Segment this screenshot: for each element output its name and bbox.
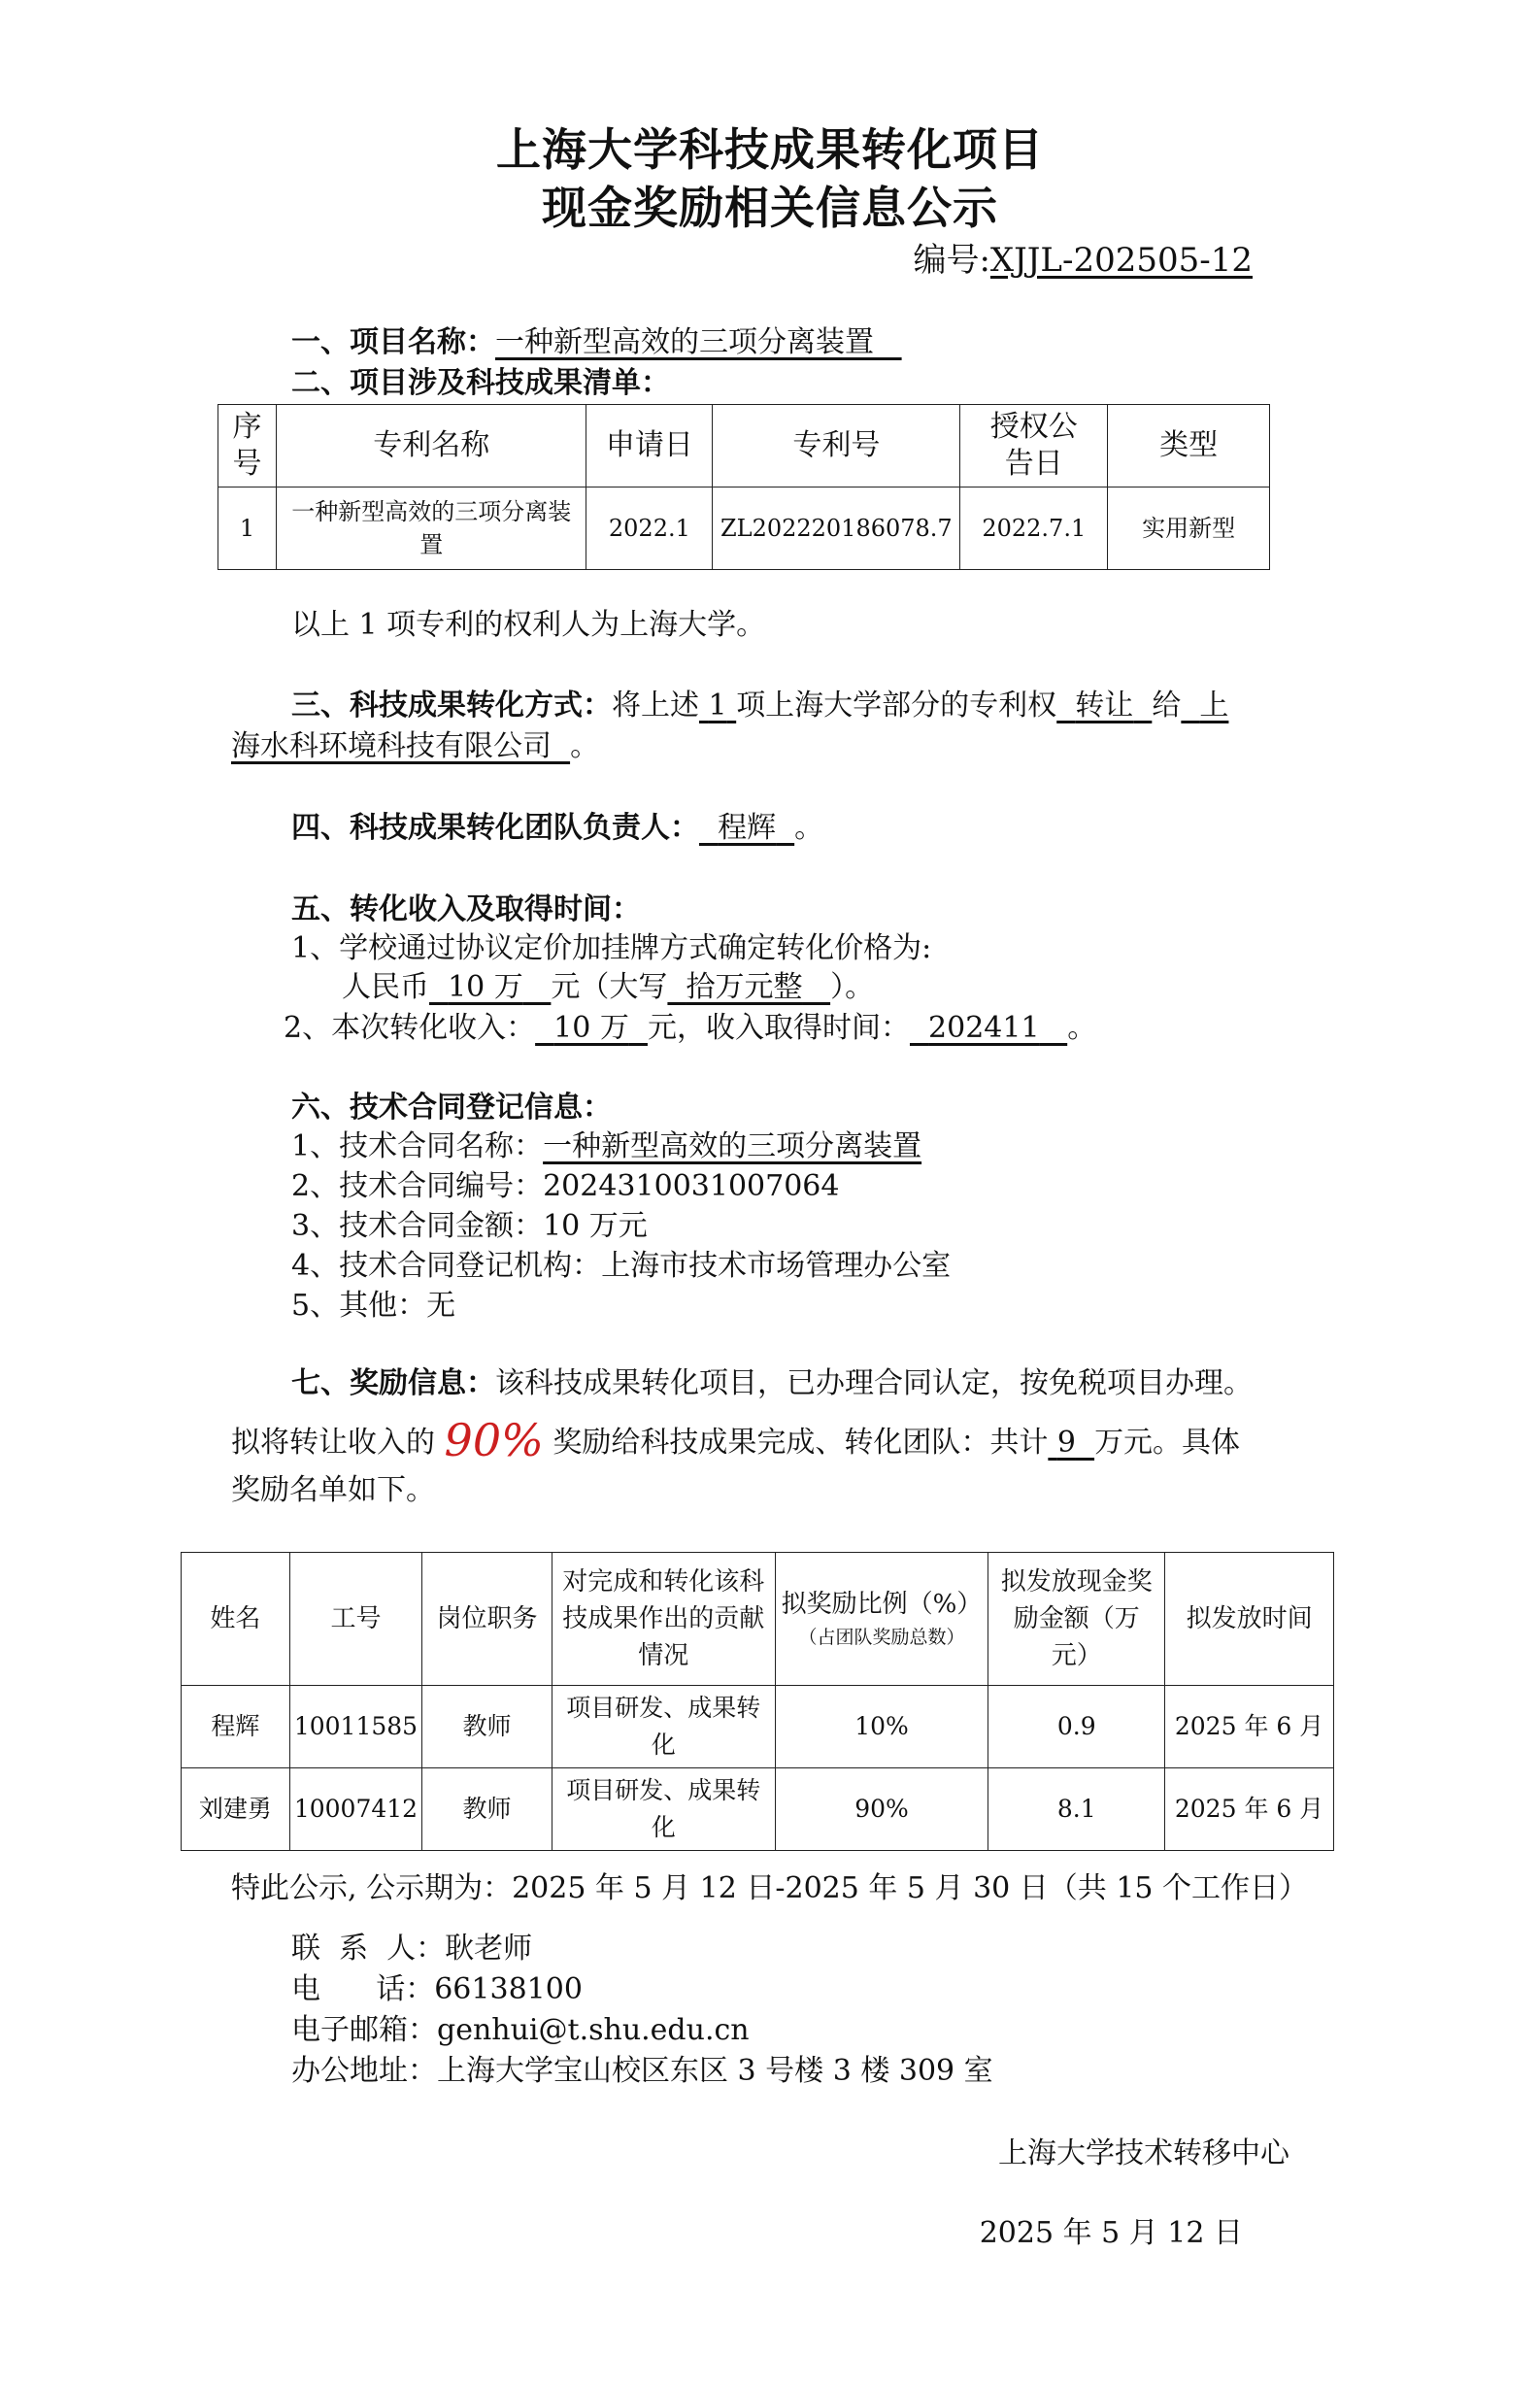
section-5-line2 bbox=[342, 967, 874, 1008]
table-cell: 项目研发、成果转化 bbox=[552, 1686, 775, 1768]
doc-number-label: 编号: bbox=[913, 241, 990, 280]
project-name: 一种新型高效的三项分离装置 bbox=[495, 325, 874, 359]
section-6-line3: 3、技术合同金额：10 万元 bbox=[291, 1209, 648, 1243]
table-cell: ZL202220186078.7 bbox=[713, 487, 960, 570]
section-4 bbox=[291, 808, 823, 849]
section-3-text: 项上海大学部分的专利权 bbox=[736, 689, 1057, 723]
section-7-line1 bbox=[291, 1363, 1253, 1404]
section-5-text: 元（大写 bbox=[551, 970, 668, 1004]
section-3-end: 。 bbox=[570, 729, 600, 763]
header-cell: 拟发放时间 bbox=[1165, 1553, 1334, 1686]
contract-name: 一种新型高效的三项分离装置 bbox=[543, 1129, 922, 1163]
table-cell: 10007412 bbox=[289, 1768, 421, 1851]
header-cell: 对完成和转化该科技成果作出的贡献情况 bbox=[552, 1553, 775, 1686]
section-1-label: 一、项目名称： bbox=[291, 325, 495, 359]
section-7-text: 万元。具体 bbox=[1094, 1426, 1241, 1460]
section-7-text: 该科技成果转化项目，已办理合同认定，按免税项目办理。 bbox=[495, 1366, 1253, 1400]
income-time: 202411 bbox=[928, 1011, 1040, 1045]
owner-note: 以上 1 项专利的权利人为上海大学。 bbox=[291, 608, 766, 642]
header-cell: 申请日 bbox=[586, 405, 713, 487]
doc-title-line1: 上海大学科技成果转化项目 bbox=[496, 123, 1044, 176]
section-4-end: 。 bbox=[794, 811, 824, 845]
section-5-text: 。 bbox=[1067, 1011, 1097, 1045]
section-7-label: 七、奖励信息： bbox=[291, 1366, 495, 1400]
income-amount: 10 万 bbox=[553, 1011, 629, 1045]
header-cell: 授权公告日 bbox=[960, 405, 1108, 487]
table-row bbox=[182, 1768, 1334, 1851]
section-5-line3 bbox=[284, 1008, 1096, 1049]
section-3-line2 bbox=[231, 726, 599, 767]
reward-table-header bbox=[182, 1553, 1334, 1686]
section-5-text: 2、本次转化收入： bbox=[284, 1011, 536, 1045]
table-row bbox=[182, 1686, 1334, 1768]
header-cell: 专利号 bbox=[713, 405, 960, 487]
header-cell: 工号 bbox=[289, 1553, 421, 1686]
table-cell: 刘建勇 bbox=[182, 1768, 290, 1851]
price-amount: 10 万 bbox=[448, 970, 523, 1004]
section-6-line1 bbox=[291, 1126, 921, 1167]
issue-date: 2025 年 5 月 12 日 bbox=[979, 2216, 1243, 2250]
table-cell: 一种新型高效的三项分离装置 bbox=[276, 487, 586, 570]
section-5-text: 人民币 bbox=[342, 970, 429, 1004]
reward-table bbox=[181, 1552, 1334, 1851]
office-address: 办公地址：上海大学宝山校区东区 3 号楼 3 楼 309 室 bbox=[291, 2054, 993, 2088]
table-cell: 10011585 bbox=[289, 1686, 421, 1768]
table-cell: 程辉 bbox=[182, 1686, 290, 1768]
buyer-name-rest: 海水科环境科技有限公司 bbox=[231, 729, 552, 763]
header-cell: 岗位职务 bbox=[422, 1553, 552, 1686]
section-3-label: 三、科技成果转化方式： bbox=[291, 689, 612, 723]
section-5-text: 元，收入取得时间： bbox=[647, 1011, 910, 1045]
doc-number-value: XJJL-202505-12 bbox=[989, 241, 1253, 280]
issuer-signature: 上海大学技术转移中心 bbox=[998, 2136, 1289, 2170]
notice-period: 特此公示, 公示期为：2025 年 5 月 12 日-2025 年 5 月 30 日（共 15 个工作日） bbox=[231, 1871, 1309, 1905]
section-6-line5: 5、其他：无 bbox=[291, 1289, 456, 1323]
header-cell: 姓名 bbox=[182, 1553, 290, 1686]
table-cell: 教师 bbox=[422, 1768, 552, 1851]
section-6-text: 1、技术合同名称： bbox=[291, 1129, 544, 1163]
section-2-label: 二、项目涉及科技成果清单： bbox=[291, 366, 670, 400]
reward-percent: 90% bbox=[444, 1414, 544, 1466]
section-5-text: ）。 bbox=[830, 970, 875, 1004]
table-cell: 项目研发、成果转化 bbox=[552, 1768, 775, 1851]
contact-person: 联 系 人：耿老师 bbox=[291, 1932, 533, 1966]
table-cell: 2022.7.1 bbox=[960, 487, 1108, 570]
patent-count: 1 bbox=[708, 689, 727, 723]
table-cell: 0.9 bbox=[988, 1686, 1165, 1768]
table-cell: 10% bbox=[775, 1686, 988, 1768]
table-row bbox=[218, 487, 1270, 570]
section-6-label: 六、技术合同登记信息： bbox=[291, 1091, 612, 1125]
header-cell bbox=[775, 1553, 988, 1686]
section-7-line3: 奖励名单如下。 bbox=[231, 1473, 435, 1507]
section-6-line2: 2、技术合同编号：2024310031007064 bbox=[291, 1169, 840, 1203]
table-cell: 90% bbox=[775, 1768, 988, 1851]
section-5-line1: 1、学校通过协议定价加挂牌方式确定转化价格为: bbox=[291, 931, 932, 965]
patent-table-header bbox=[218, 405, 1270, 487]
table-cell: 1 bbox=[218, 487, 277, 570]
price-amount-cn: 拾万元整 bbox=[686, 970, 803, 1004]
contact-email: 电子邮箱：genhui@t.shu.edu.cn bbox=[291, 2013, 750, 2047]
header-cell: 专利名称 bbox=[276, 405, 586, 487]
doc-title-line2: 现金奖励相关信息公示 bbox=[542, 182, 998, 234]
section-7-text: 奖励给科技成果完成、转化团队：共计 bbox=[552, 1426, 1049, 1460]
section-3-line1 bbox=[291, 686, 1228, 726]
contact-phone: 电 话：66138100 bbox=[291, 1972, 583, 2006]
section-5-label: 五、转化收入及取得时间： bbox=[291, 892, 641, 926]
reward-total: 9 bbox=[1056, 1426, 1076, 1460]
table-cell: 实用新型 bbox=[1108, 487, 1270, 570]
section-3-text: 给 bbox=[1152, 689, 1182, 723]
section-7-line2 bbox=[231, 1414, 1241, 1466]
table-cell: 2022.1 bbox=[586, 487, 713, 570]
table-cell: 8.1 bbox=[988, 1768, 1165, 1851]
table-cell: 教师 bbox=[422, 1686, 552, 1768]
doc-number bbox=[913, 233, 1253, 281]
section-6-line4: 4、技术合同登记机构：上海市技术市场管理办公室 bbox=[291, 1249, 952, 1283]
patent-table bbox=[218, 404, 1270, 570]
transfer-method: 转让 bbox=[1075, 689, 1134, 723]
header-cell: 拟发放现金奖励金额（万元） bbox=[988, 1553, 1165, 1686]
header-cell: 序号 bbox=[218, 405, 277, 487]
section-3-text: 将上述 bbox=[612, 689, 699, 723]
ratio-header-sub: （占团队奖励总数） bbox=[798, 1627, 965, 1648]
header-cell: 类型 bbox=[1108, 405, 1270, 487]
ratio-header: 拟奖励比例（%） bbox=[781, 1590, 983, 1619]
section-1 bbox=[291, 322, 902, 363]
section-4-label: 四、科技成果转化团队负责人： bbox=[291, 811, 699, 845]
team-leader: 程辉 bbox=[718, 811, 777, 845]
buyer-name-start: 上 bbox=[1199, 689, 1229, 723]
table-cell: 2025 年 6 月 bbox=[1165, 1686, 1334, 1768]
section-7-text: 拟将转让收入的 bbox=[231, 1426, 435, 1460]
table-cell: 2025 年 6 月 bbox=[1165, 1768, 1334, 1851]
